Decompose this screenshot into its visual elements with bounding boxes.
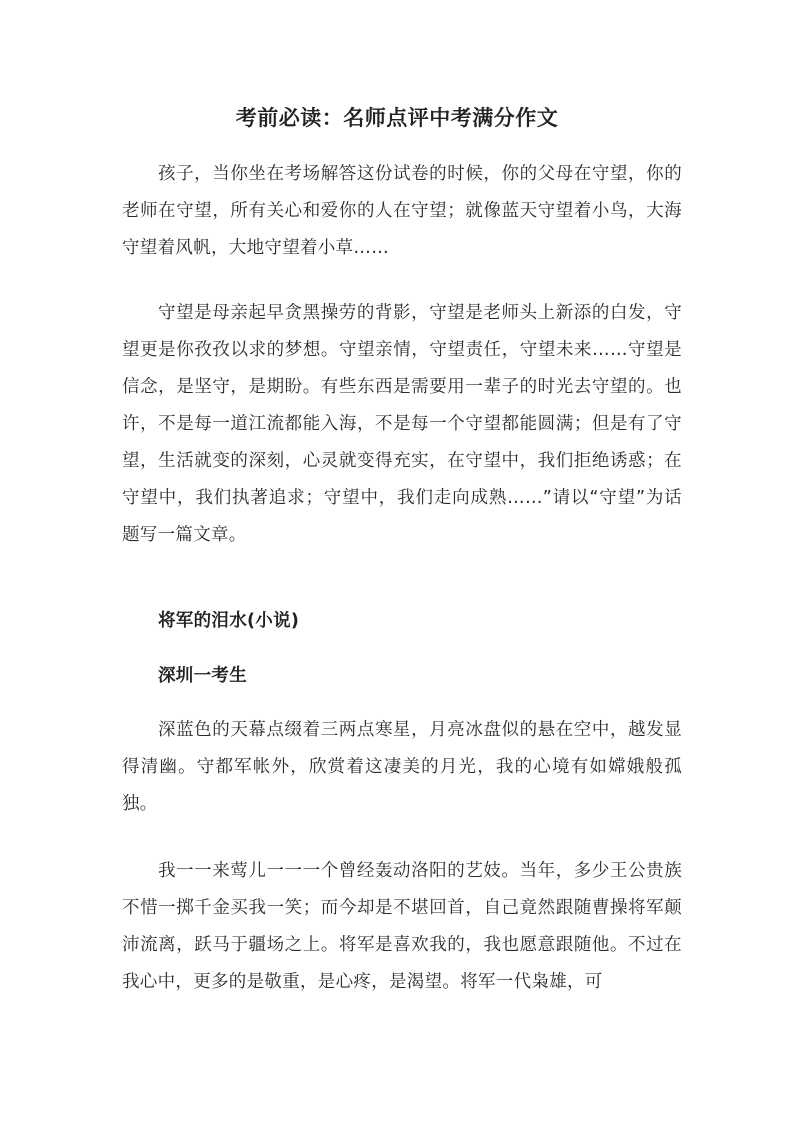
prompt-paragraph-1: 孩子，当你坐在考场解答这份试卷的时候，你的父母在守望，你的老师在守望，所有关心和爱你的人在守望；就像蓝天守望着小鸟，大海守望着风帆，大地守望着小草…… (122, 164, 682, 258)
document-title: 考前必读：名师点评中考满分作文 (235, 106, 559, 130)
essay-title: 将军的泪水(小说) (158, 611, 300, 631)
essay-paragraph-1: 深蓝色的天幕点缀着三两点寒星，月亮冰盘似的悬在空中，越发显得清幽。守都军帐外，欣赏着这凄美的月光，我的心境有如嫦娥般孤独。 (122, 720, 682, 814)
essay-paragraph-2: 我一一来莺儿一一一个曾经轰动洛阳的艺妓。当年，多少王公贵族不惜一掷千金买我一笑；而今却是不堪回首，自己竟然跟随曹操将军颠沛流离，跃马于疆场之上。将军是喜欢我的，我也愿意跟随他。不过在我心中，更多的是敬重，是心疼，是渴望。将军一代枭雄，可 (122, 861, 682, 992)
essay-author: 深圳一考生 (158, 666, 247, 686)
prompt-paragraph-2: 守望是母亲起早贪黑操劳的背影，守望是老师头上新添的白发，守望更是你孜孜以求的梦想。守望亲情，守望责任，守望未来……守望是信念，是坚守，是期盼。有些东西是需要用一辈子的时光去守望的。也许，不是每一道江流都能入海，不是每一个守望都能圆满；但是有了守望，生活就变的深刻，心灵就变得充实，在守望中，我们拒绝诱惑；在守望中，我们执著追求；守望中，我们走向成熟……”请以“守望”为话题写一篇文章。 (122, 303, 682, 545)
